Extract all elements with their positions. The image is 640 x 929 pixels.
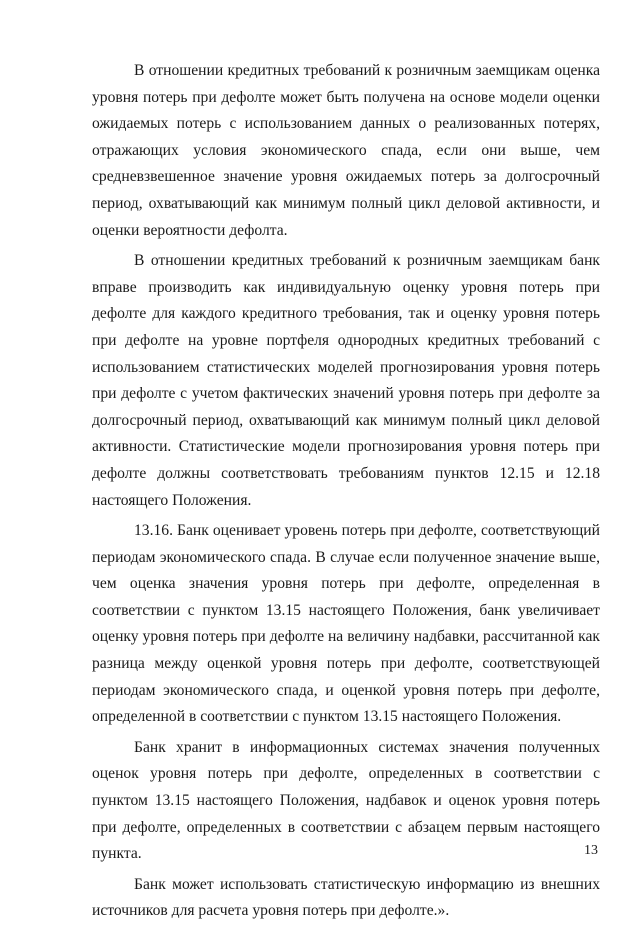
paragraph-2: В отношении кредитных требований к розничным заемщикам банк вправе производить как индивидуальную оценку уровня потерь при дефолте для каждого кредитного требования, так и оценку уровня потерь при дефолте на уровне портфеля однородных кредитных требований с использованием статистических моделей прогнозирования уровня потерь при дефолте с учетом фактических значений уровня потерь при дефолте за долгосрочный период, охватывающий как минимум полный цикл деловой активности. Статистические модели прогнозирования уровня потерь при дефолте должны соответствовать требованиям пунктов 12.15 и 12.18 настоящего Положения.: [92, 252, 600, 509]
page-number: 13: [584, 843, 598, 858]
paragraph-5: Банк может использовать статистическую информацию из внешних источников для расчета уровня потерь при дефолте.».: [92, 875, 600, 920]
paragraph-4: Банк хранит в информационных системах значения полученных оценок уровня потерь при дефолте, определенных в соответствии с пунктом 13.15 настоящего Положения, надбавок и оценок уровня потерь при дефолте, определенных в соответствии с абзацем первым настоящего пункта.: [92, 738, 600, 863]
paragraph-1: В отношении кредитных требований к розничным заемщикам оценка уровня потерь при дефолте может быть получена на основе модели оценки ожидаемых потерь с использованием данных о реализованных потерях, отражающих условия экономического спада, если они выше, чем средневзвешенное значение уровня ожидаемых потерь за долгосрочный период, охватывающий как минимум полный цикл деловой активности, и оценки вероятности дефолта.: [92, 62, 600, 239]
document-body: [92, 58, 600, 929]
paragraph-3: 13.16. Банк оценивает уровень потерь при дефолте, соответствующий периодам экономического спада. В случае если полученное значение выше, чем оценка значения уровня потерь при дефолте, определенная в соответствии с пунктом 13.15 настоящего Положения, банк увеличивает оценку уровня потерь при дефолте на величину надбавки, рассчитанной как разница между оценкой уровня потерь при дефолте, соответствующей периодам экономического спада, и оценкой уровня потерь при дефолте, определенной в соответствии с пунктом 13.15 настоящего Положения.: [92, 522, 600, 726]
